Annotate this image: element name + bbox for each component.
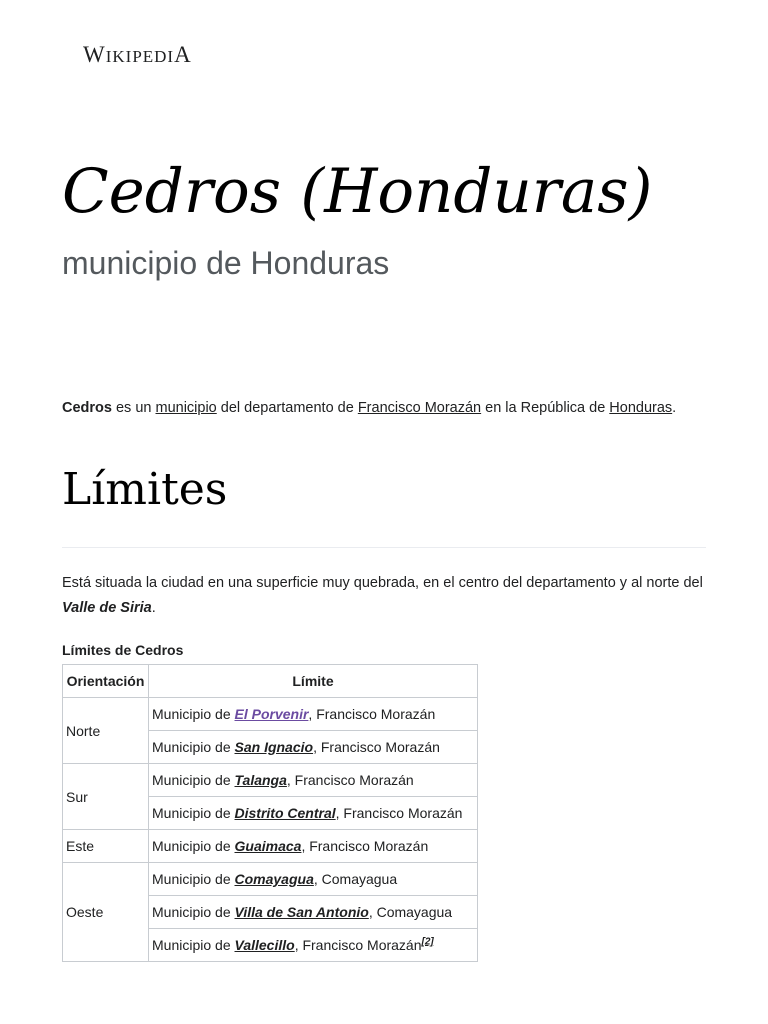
lead-text-1: es un: [111, 400, 156, 416]
orientation-cell: Este: [63, 830, 149, 863]
page-title: Cedros (Honduras): [62, 156, 653, 227]
link-el-porvenir[interactable]: El Porvenir: [234, 706, 309, 722]
limit-cell: [149, 731, 478, 764]
link-guaimaca[interactable]: Guaimaca: [234, 838, 302, 854]
section-heading-limites: Límites: [62, 464, 228, 515]
link-francisco-morazan[interactable]: Francisco Morazán: [357, 400, 482, 416]
section-para-text: Está situada la ciudad en una superficie muy quebrada, en el centro del departamento y al norte del: [62, 575, 703, 591]
wordmark-letter-w: W: [83, 42, 106, 67]
lead-text-4: .: [672, 400, 677, 416]
limit-dept: , Francisco Morazán: [286, 772, 414, 788]
limit-dept: , Francisco Morazán: [301, 838, 429, 854]
limit-prefix: Municipio de: [152, 805, 235, 821]
lead-text-3: en la República de: [481, 400, 610, 416]
limit-cell: [149, 863, 478, 896]
wordmark-letters: IKIPEDI: [105, 47, 175, 66]
wikipedia-wordmark[interactable]: [83, 42, 192, 68]
limit-dept: , Comayagua: [368, 904, 453, 920]
link-villa-de-san-antonio[interactable]: Villa de San Antonio: [234, 904, 369, 920]
limit-cell: [149, 896, 478, 929]
limit-dept: , Francisco Morazán: [308, 706, 436, 722]
lead-text-2: del departamento de: [216, 400, 358, 416]
limit-prefix: Municipio de: [152, 772, 235, 788]
link-municipio[interactable]: municipio: [155, 400, 217, 416]
orientation-cell: Oeste: [63, 863, 149, 962]
link-honduras[interactable]: Honduras: [609, 400, 673, 416]
lead-paragraph: [62, 396, 676, 420]
limit-dept: , Comayagua: [313, 871, 398, 887]
limit-prefix: Municipio de: [152, 739, 235, 755]
limit-cell: [149, 764, 478, 797]
table-row: [63, 698, 478, 731]
reference-link[interactable]: [2]: [421, 936, 434, 948]
limit-prefix: Municipio de: [152, 937, 235, 953]
link-comayagua[interactable]: Comayagua: [234, 871, 314, 887]
link-talanga[interactable]: Talanga: [234, 772, 287, 788]
table-caption: Límites de Cedros: [62, 642, 184, 658]
link-distrito-central[interactable]: Distrito Central: [234, 805, 336, 821]
limit-cell: [149, 797, 478, 830]
limit-cell: [149, 698, 478, 731]
limit-prefix: Municipio de: [152, 706, 235, 722]
limit-dept: , Francisco Morazán: [335, 805, 463, 821]
header-orientacion: Orientación: [63, 665, 149, 698]
section-paragraph: [62, 571, 722, 621]
limit-prefix: Municipio de: [152, 904, 235, 920]
table-row: [63, 764, 478, 797]
orientation-cell: Sur: [63, 764, 149, 830]
limit-prefix: Municipio de: [152, 838, 235, 854]
table-row: [63, 863, 478, 896]
section-para-bold: Valle de Siria: [62, 600, 152, 616]
link-vallecillo[interactable]: Vallecillo: [234, 937, 295, 953]
page-subtitle: municipio de Honduras: [62, 245, 390, 281]
limit-dept: , Francisco Morazán: [313, 739, 440, 755]
section-divider: [62, 547, 706, 548]
wordmark-letter-a: A: [174, 42, 192, 67]
limit-prefix: Municipio de: [152, 871, 235, 887]
section-para-end: .: [151, 600, 156, 616]
limit-dept: , Francisco Morazán: [294, 937, 422, 953]
limit-cell: [149, 929, 478, 962]
limits-table: [62, 664, 478, 962]
orientation-cell: Norte: [63, 698, 149, 764]
link-san-ignacio[interactable]: San Ignacio: [234, 739, 314, 755]
lead-bold-term: Cedros: [62, 400, 112, 416]
limit-cell: [149, 830, 478, 863]
table-row: [63, 830, 478, 863]
table-header-row: [63, 665, 478, 698]
header-limite: Límite: [149, 665, 478, 698]
